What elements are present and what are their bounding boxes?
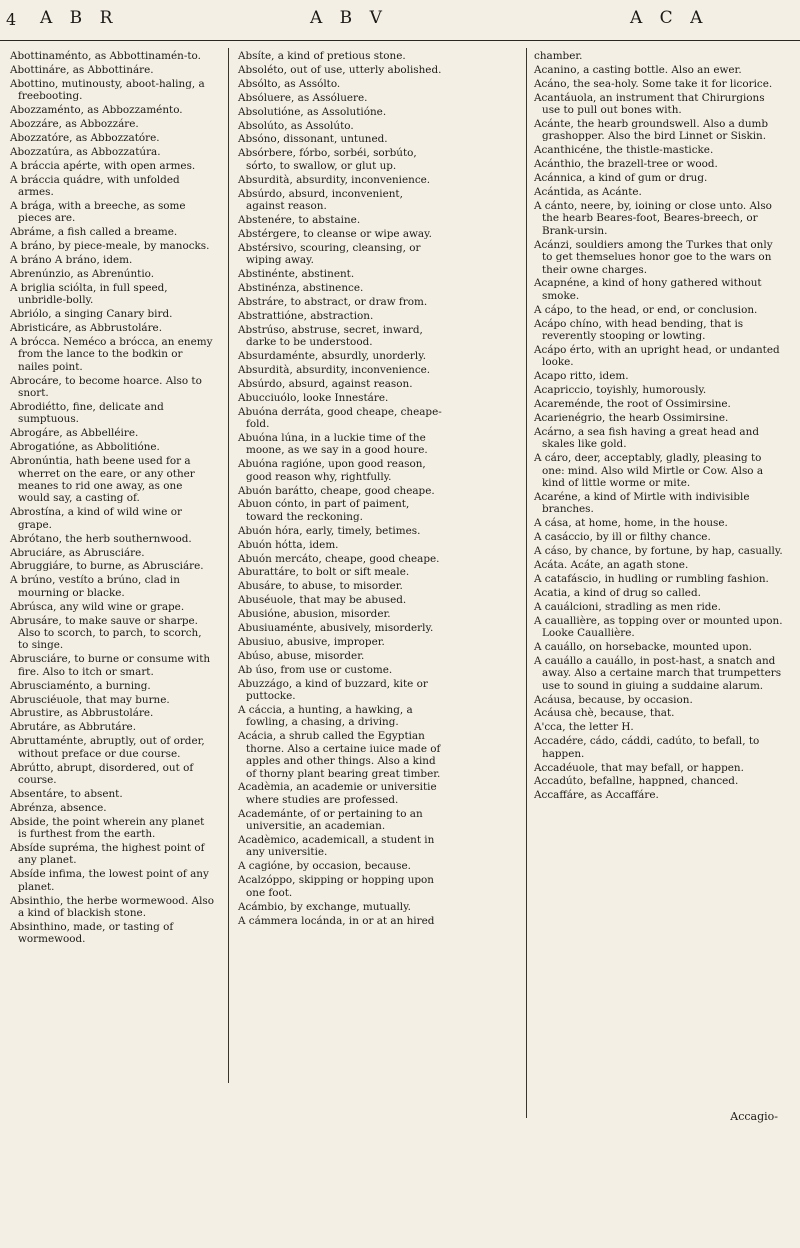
dictionary-entry: A bráccia quádre, with unfolded armes.: [10, 173, 180, 199]
dictionary-entry: Abstinénza, abstinence.: [238, 281, 364, 294]
dictionary-entry: Abottino, mutinousty, aboot-haling, a freebooting.: [10, 77, 205, 103]
dictionary-entry: Abuón hóra, early, timely, betimes.: [238, 524, 421, 537]
dictionary-entry: Abrúsca, any wild wine or grape.: [10, 600, 185, 613]
dictionary-entry: A brúno, vestíto a brúno, clad in mourning or blacke.: [10, 574, 180, 599]
dictionary-entry: Abráme, a fish called a breame.: [10, 226, 178, 239]
dictionary-entry: Absentáre, to absent.: [10, 787, 123, 800]
dictionary-entry: Acareménde, the root of Ossimirsine.: [534, 398, 731, 411]
dictionary-entry: Abrusciáre, to burne or consume with fire. Also to itch or smart.: [10, 653, 211, 678]
dictionary-entry: Abozzatóre, as Abbozzatóre.: [10, 131, 160, 144]
dictionary-entry: Acanino, a casting bottle. Also an ewer.: [534, 63, 742, 76]
dictionary-entry: Acáusa chè, because, that.: [534, 707, 675, 720]
dictionary-entry: A brócca. Neméco a brócca, an enemy from the lance to the bodkin or nailes point.: [10, 336, 213, 373]
dictionary-entry: A cáso, by chance, by fortune, by hap, casually.: [534, 545, 783, 558]
dictionary-entry: Abuséuole, that may be abused.: [238, 594, 407, 607]
dictionary-entry: Abuón hótta, idem.: [238, 538, 339, 551]
dictionary-entry: Accaffáre, as Accaffáre.: [534, 789, 659, 802]
dictionary-entry: Acáta. Acáte, an agath stone.: [534, 558, 689, 571]
dictionary-entry: Abrusciaménto, a burning.: [10, 679, 151, 692]
dictionary-entry: Abrustire, as Abbrustoláre.: [10, 707, 154, 720]
dictionary-entry: A bráno A bráno, idem.: [10, 254, 133, 267]
dictionary-entry: Absolúto, as Assolúto.: [238, 119, 354, 132]
dictionary-entry: Abrénza, absence.: [10, 801, 107, 814]
dictionary-entry: Abriólo, a singing Canary bird.: [10, 308, 173, 321]
dictionary-entry: Acánthio, the brazell-tree or wood.: [534, 158, 718, 171]
dictionary-entry: Abrútto, abrupt, disordered, out of course.: [10, 761, 194, 786]
dictionary-entry: A briglia sciólta, in full speed, unbridle-bolly.: [10, 281, 168, 307]
dictionary-entry: Absúrdo, absurd, inconvenient, against reason.: [238, 187, 403, 212]
column-3: [534, 50, 784, 803]
dictionary-entry: A cápo, to the head, or end, or conclusion.: [534, 303, 758, 316]
dictionary-entry: Acalzóppo, skipping or hopping upon one foot.: [238, 874, 434, 899]
dictionary-entry: Acapo ritto, idem.: [534, 370, 629, 383]
dictionary-entry: Acaréne, a kind of Mirtle with indivisible branches.: [534, 490, 750, 516]
dictionary-entry: Abuóna ragióne, upon good reason, good reason why, rightfully.: [238, 458, 426, 483]
dictionary-entry: Acapriccio, toyishly, humorously.: [534, 384, 707, 397]
dictionary-entry: Abuóna lúna, in a luckie time of the moone, as we say in a good houre.: [238, 431, 428, 457]
dictionary-entry: A cauállo, on horsebacke, mounted upon.: [534, 640, 752, 653]
dictionary-entry: A cámmera locánda, in or at an hired: [238, 914, 435, 927]
dictionary-entry: Absíde infima, the lowest point of any planet.: [10, 868, 209, 893]
dictionary-entry: Absíte, a kind of pretious stone.: [238, 50, 406, 62]
dictionary-entry: Abstrattióne, abstraction.: [238, 309, 374, 322]
running-header: [0, 0, 800, 41]
dictionary-entry: Absinthio, the herbe wormewood. Also a kind of blackish stone.: [10, 894, 214, 919]
column-divider: [228, 48, 229, 1083]
dictionary-entry: Abrocáre, to become hoarce. Also to snort.: [10, 374, 202, 400]
dictionary-entry: Abstrúso, abstruse, secret, inward, darke to be understood.: [238, 323, 423, 349]
dictionary-entry: Absíde supréma, the highest point of any planet.: [10, 841, 205, 867]
dictionary-entry: Acánte, the hearb groundswell. Also a dumb grashopper. Also the bird Linnet or Siskin.: [534, 118, 769, 143]
dictionary-entry: Abuon cónto, in part of paiment, toward the reckoning.: [238, 498, 410, 523]
dictionary-entry: Abucciuólo, looke Innestáre.: [238, 391, 389, 404]
dictionary-entry: A catafáscio, in hudling or rumbling fashion.: [534, 572, 769, 585]
column-2: [238, 50, 443, 928]
dictionary-entry: Acámbio, by exchange, mutually.: [238, 900, 411, 913]
dictionary-entry: Absórbere, fórbo, sorbéi, sorbúto, sórto, to swallow, or glut up.: [238, 147, 417, 172]
dictionary-entry: Absóno, dissonant, untuned.: [238, 133, 388, 146]
dictionary-entry: A cánto, neere, by, ioining or close unto. Also the hearb Beares-foot, Beares-breech, or Brank-ursin.: [534, 199, 772, 237]
dictionary-entry: Abuzzágo, a kind of buzzard, kite or puttocke.: [238, 677, 428, 703]
dictionary-entry: Absólto, as Assólto.: [238, 77, 341, 90]
header-right-guideword: A C A: [630, 8, 709, 28]
dictionary-entry: Abusiuaménte, abusively, misorderly.: [238, 622, 434, 635]
dictionary-entry: A bráccia apérte, with open armes.: [10, 159, 196, 172]
dictionary-entry: Abrusciéuole, that may burne.: [10, 693, 170, 706]
dictionary-entry: Abside, the point wherein any planet is furthest from the earth.: [10, 815, 205, 841]
dictionary-entry: Abuóna derráta, good cheape, cheape-fold.: [238, 405, 442, 430]
dictionary-entry: A bráno, by piece-meale, by manocks.: [10, 240, 210, 253]
dictionary-entry: Abusáre, to abuse, to misorder.: [238, 580, 403, 593]
page-number: 4: [6, 10, 17, 29]
dictionary-entry: A cagióne, by occasion, because.: [238, 860, 411, 873]
dictionary-entry: Abrostína, a kind of wild wine or grape.: [10, 506, 182, 531]
dictionary-entry: Absoléto, out of use, utterly abolished.: [238, 63, 442, 76]
dictionary-entry: Abottináre, as Abbottináre.: [10, 63, 154, 76]
dictionary-entry: Acadèmia, an academie or universitie where studies are professed.: [238, 781, 437, 806]
dictionary-entry: Abrusáre, to make sauve or sharpe. Also to scorch, to parch, to scorch, to singe.: [10, 614, 202, 652]
dictionary-entry: Abozzáre, as Abbozzáre.: [10, 118, 139, 131]
dictionary-entry: A cauállo a cauállo, in post-hast, a snatch and away. Also a certaine march that trumpetters use to sound in giuing a suddaine alarum.: [534, 654, 782, 692]
dictionary-entry: A cáro, deer, acceptably, gladly, pleasing to one: mind. Also wild Mirtle or Cow. Also a kind of little worme or mite.: [534, 452, 764, 489]
dictionary-entry: Absóluere, as Assóluere.: [238, 91, 368, 104]
dictionary-entry: Acadèmico, academicall, a student in any universitie.: [238, 834, 435, 859]
dictionary-entry: Abristicáre, as Abbrustoláre.: [10, 322, 163, 335]
catchword: Accagio-: [730, 1110, 778, 1123]
dictionary-entry: A casáccio, by ill or filthy chance.: [534, 531, 711, 544]
dictionary-entry: Acanthicéne, the thistle-masticke.: [534, 144, 714, 157]
dictionary-entry: Abrodiétto, fine, delicate and sumptuous.: [10, 401, 164, 426]
dictionary-entry: Acárno, a sea fish having a great head and skales like gold.: [534, 425, 759, 451]
dictionary-entry: Acapnéne, a kind of hony gathered without smoke.: [534, 277, 762, 302]
dictionary-entry: A cauálcioni, stradling as men ride.: [534, 600, 721, 613]
dictionary-entry: Accadéuole, that may befall, or happen.: [534, 761, 744, 774]
dictionary-entry: Absurdità, absurdity, inconvenience.: [238, 173, 431, 186]
dictionary-entry: Absúrdo, absurd, against reason.: [238, 377, 413, 390]
dictionary-entry: Absurdità, absurdity, inconvenience.: [238, 363, 431, 376]
dictionary-entry: A brága, with a breeche, as some pieces are.: [10, 199, 186, 225]
header-left-guideword: A B R: [40, 8, 119, 28]
dictionary-entry: Abstráre, to abstract, or draw from.: [238, 295, 428, 308]
dictionary-entry: chamber.: [534, 50, 583, 62]
dictionary-entry: Abrogáre, as Abbelléire.: [10, 427, 139, 440]
dictionary-entry: Abottinaménto, as Abbottinamén-to.: [10, 50, 201, 62]
dictionary-entry: Abronúntia, hath beene used for a wherret on the eare, or any other meanes to rid one away, as one would say, a casting of.: [10, 455, 195, 505]
dictionary-entry: Abruttaménte, abruptly, out of order, without preface or due course.: [10, 735, 205, 760]
dictionary-entry: Abusiuo, abusive, improper.: [238, 635, 385, 648]
dictionary-entry: Acatia, a kind of drug so called.: [534, 586, 701, 599]
dictionary-entry: A cauallière, as topping over or mounted upon. Looke Cauallière.: [534, 614, 783, 639]
dictionary-entry: Acáusa, because, by occasion.: [534, 693, 693, 706]
column-1: [10, 50, 215, 947]
dictionary-entry: A'cca, the letter H.: [534, 721, 634, 734]
dictionary-entry: Acánzi, souldiers among the Turkes that only to get themselues honor goe to the wars on their owne charges.: [534, 238, 773, 276]
dictionary-entry: Accadére, cádo, cáddi, cadúto, to befall, to happen.: [534, 735, 760, 760]
dictionary-entry: Absurdaménte, absurdly, unorderly.: [238, 349, 427, 362]
dictionary-entry: Acántida, as Acánte.: [534, 186, 642, 199]
dictionary-entry: Abúso, abuse, misorder.: [238, 649, 365, 662]
dictionary-entry: Aburattáre, to bolt or sift meale.: [238, 566, 410, 579]
dictionary-entry: Abozzatúra, as Abbozzatúra.: [10, 145, 161, 158]
dictionary-entry: Abrogatióne, as Abbolitióne.: [10, 441, 160, 454]
dictionary-entry: Acantáuola, an instrument that Chirurgions use to pull out bones with.: [534, 91, 765, 117]
dictionary-entry: A cáccia, a hunting, a hawking, a fowling, a chasing, a driving.: [238, 704, 413, 729]
dictionary-entry: Abusióne, abusion, misorder.: [238, 608, 391, 621]
dictionary-entry: Abstinénte, abstinent.: [238, 268, 355, 280]
dictionary-entry: Abstérgere, to cleanse or wipe away.: [238, 227, 432, 240]
dictionary-entry: Abrutáre, as Abbrutáre.: [10, 721, 136, 734]
dictionary-entry: Abruciáre, as Abrusciáre.: [10, 546, 145, 559]
dictionary-entry: Abozzaménto, as Abbozzaménto.: [10, 104, 183, 117]
dictionary-entry: Abuón barátto, cheape, good cheape.: [238, 484, 435, 497]
dictionary-entry: Accadúto, befallne, happned, chanced.: [534, 775, 739, 788]
dictionary-entry: Academánte, of or pertaining to an universitie, an academian.: [238, 807, 423, 833]
dictionary-entry: Acápo érto, with an upright head, or undanted looke.: [534, 343, 780, 369]
dictionary-entry: Abrótano, the herb southernwood.: [10, 532, 192, 545]
dictionary-entry: Absinthino, made, or tasting of wormewood.: [10, 920, 174, 946]
dictionary-entry: Acápo chíno, with head bending, that is reverently stooping or lowting.: [534, 317, 744, 343]
dictionary-entry: Absolutióne, as Assolutióne.: [238, 105, 387, 118]
dictionary-entry: Acácia, a shrub called the Egyptian thorne. Also a certaine iuice made of apples and other things. Also a kind of thorny plant bearing great timber.: [238, 730, 441, 780]
dictionary-entry: Abstenére, to abstaine.: [238, 213, 361, 226]
header-center-guideword: A B V: [310, 8, 388, 28]
dictionary-entry: A cása, at home, home, in the house.: [534, 517, 728, 530]
dictionary-entry: Acarienégrio, the hearb Ossimirsine.: [534, 411, 729, 424]
dictionary-entry: Ab úso, from use or custome.: [238, 663, 393, 676]
dictionary-entry: Abrenúnzio, as Abrenúntio.: [10, 268, 155, 280]
dictionary-entry: Acáno, the sea-holy. Some take it for licorice.: [534, 77, 773, 90]
dictionary-entry: Abstérsivo, scouring, cleansing, or wiping away.: [238, 241, 421, 267]
dictionary-entry: Abruggiáre, to burne, as Abrusciáre.: [10, 560, 204, 573]
dictionary-entry: Abuón mercáto, cheape, good cheape.: [238, 552, 440, 565]
column-divider: [526, 48, 527, 1118]
dictionary-entry: Acánnica, a kind of gum or drug.: [534, 172, 708, 185]
